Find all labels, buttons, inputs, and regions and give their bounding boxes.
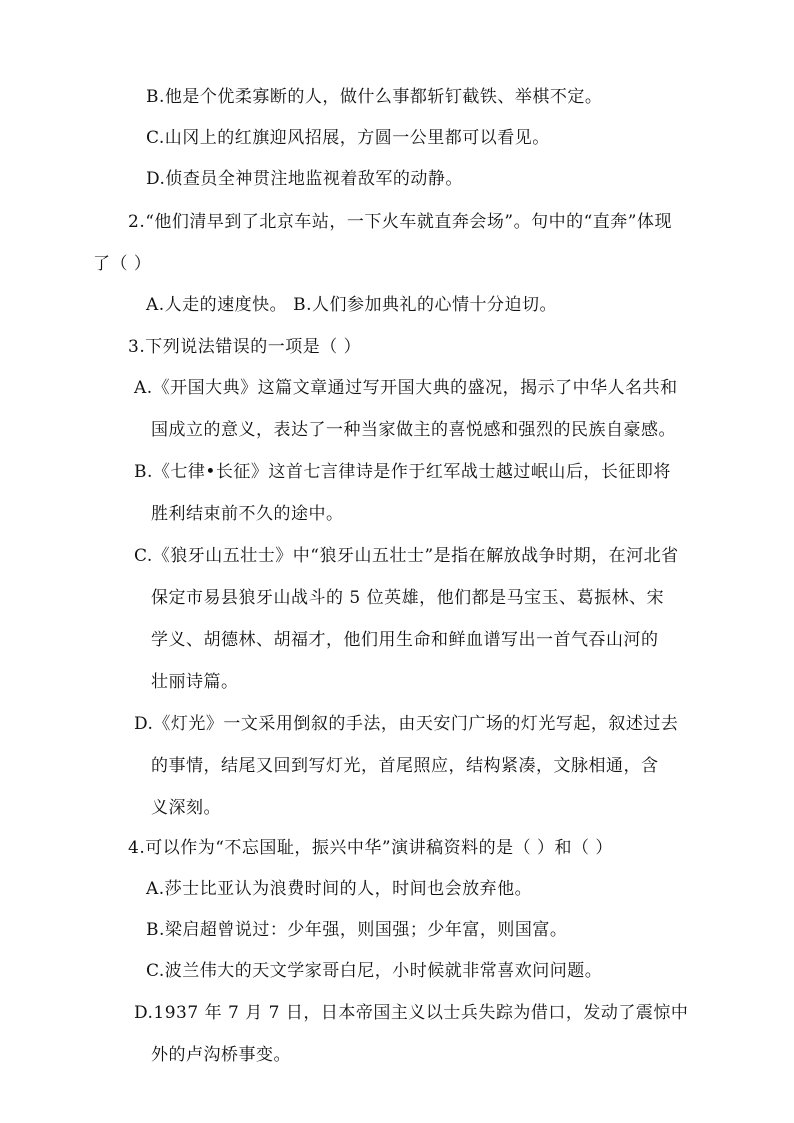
- q3-option-b-line2: 胜利结束前不久的途中。: [151, 504, 344, 524]
- q3-option-c-line1: C.《狼牙山五壮士》中“狼牙山五壮士”是指在解放战争时期，在河北省: [134, 546, 679, 566]
- q1-option-b: B.他是个优柔寡断的人，做什么事都斩钉截铁、举棋不定。: [146, 87, 603, 107]
- q3-option-c-line3: 学义、胡德林、胡福才，他们用生命和鲜血谱写出一首气吞山河的: [151, 630, 659, 650]
- q3-option-c-line2: 保定市易县狼牙山战斗的 5 位英雄，他们都是马宝玉、葛振林、宋: [151, 588, 665, 608]
- q1-option-c: C.山冈上的红旗迎风招展，方圆一公里都可以看见。: [146, 128, 550, 148]
- q4-option-a: A.莎士比亚认为浪费时间的人，时间也会放弃他。: [146, 879, 533, 899]
- q3-stem: 3.下列说法错误的一项是（ ）: [128, 337, 362, 357]
- q3-option-a-line1: A.《开国大典》这篇文章通过写开国大典的盛况，揭示了中华人名共和: [134, 378, 678, 398]
- q4-option-b: B.梁启超曾说过：少年强，则国强；少年富，则国富。: [146, 920, 568, 940]
- q3-option-d-line1: D.《灯光》一文采用倒叙的手法，由天安门广场的灯光写起，叙述过去: [134, 714, 679, 734]
- q3-option-d-line2: 的事情，结尾又回到写灯光，首尾照应，结构紧凑，文脉相通，含: [151, 756, 659, 776]
- q2-stem-line1: 2.“他们清早到了北京车站，一下火车就直奔会场”。句中的“直奔”体现: [128, 212, 672, 232]
- q3-option-a-line2: 国成立的意义，表达了一种当家做主的喜悦感和强烈的民族自豪感。: [151, 420, 676, 440]
- q2-stem-line2: 了（ ）: [93, 254, 152, 274]
- q4-option-d-line1: D.1937 年 7 月 7 日，日本帝国主义以士兵失踪为借口，发动了震惊中: [134, 1003, 689, 1023]
- q2-options: A.人走的速度快。 B.人们参加典礼的心情十分迫切。: [146, 295, 557, 315]
- q4-stem: 4.可以作为“不忘国耻，振兴中华”演讲稿资料的是（ ）和（ ）: [128, 838, 613, 858]
- q3-option-c-line4: 壮丽诗篇。: [151, 672, 239, 692]
- q4-option-d-line2: 外的卢沟桥事变。: [151, 1045, 291, 1065]
- q4-option-c: C.波兰伟大的天文学家哥白尼，小时候就非常喜欢问问题。: [146, 961, 603, 981]
- q3-option-d-line3: 义深刻。: [151, 798, 221, 818]
- q1-option-d: D.侦查员全神贯注地监视着敌军的动静。: [146, 169, 463, 189]
- q3-option-b-line1: B.《七律•长征》这首七言律诗是作于红军战士越过岷山后，长征即将: [134, 462, 671, 482]
